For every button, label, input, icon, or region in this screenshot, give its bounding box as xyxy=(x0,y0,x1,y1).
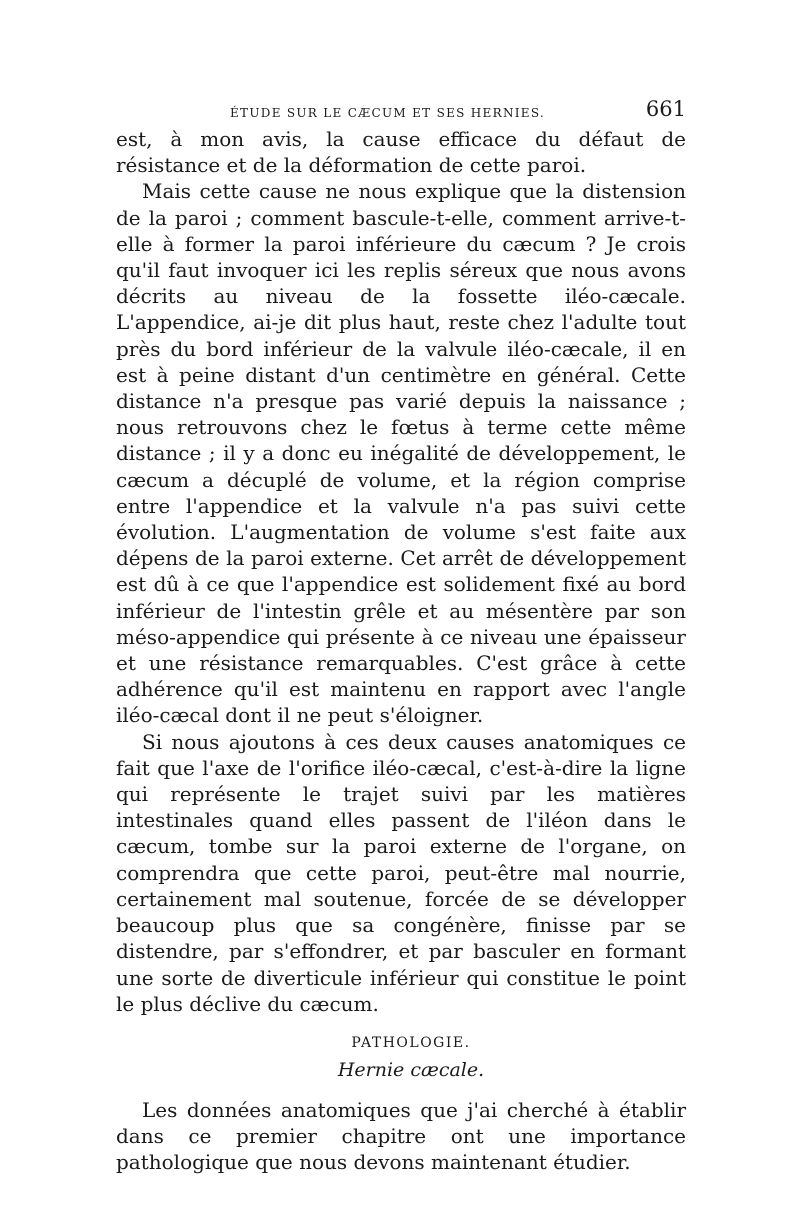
paragraph: Si nous ajoutons à ces deux causes anatomiques ce fait que l'axe de l'orifice iléo-cæcal, c'est-à-dire la ligne qui représente le trajet suivi par les matières intestinales quand elles passent de l'iléon dans le cæcum, tombe sur la paroi externe de l'organe, on comprendra que cette paroi, peut-être mal nourrie, certainement mal soutenue, forcée de se développer beaucoup plus que sa congénère, finisse par se distendre, par s'effondrer, et par basculer en formant une sorte de diverticule inférieur qui constitue le point le plus déclive du cæcum. xyxy=(116,729,686,1016)
running-title: ÉTUDE SUR LE CÆCUM ET SES HERNIES. xyxy=(230,106,546,120)
subsection-heading: Hernie cæcale. xyxy=(337,1058,485,1081)
section-heading: PATHOLOGIE. xyxy=(351,1034,471,1051)
paragraph-continuation: est, à mon avis, la cause efficace du défaut de résistance et de la déformation de cette paroi. xyxy=(116,127,686,178)
body-text xyxy=(116,126,686,1017)
page-header xyxy=(116,92,686,126)
page-number: 661 xyxy=(645,97,686,121)
paragraph: Mais cette cause ne nous explique que la distension de la paroi ; comment bascule-t-elle, comment arrive-t-elle à former la paroi inférieure du cæcum ? Je crois qu'il faut invoquer ici les replis séreux que nous avons décrits au niveau de la fossette iléo-cæcale. L'appendice, ai-je dit plus haut, reste chez l'adulte tout près du bord inférieur de la valvule iléo-cæcale, il en est à peine distant d'un centimètre en général. Cette distance n'a presque pas varié depuis la naissance ; nous retrouvons chez le fœtus à terme cette même distance ; il y a donc eu inégalité de développement, le cæcum a décuplé de volume, et la région comprise entre l'appendice et la valvule n'a pas suivi cette évolution. L'augmentation de volume s'est faite aux dépens de la paroi externe. Cet arrêt de développement est dû à ce que l'appendice est solidement fixé au bord inférieur de l'intestin grêle et au mésentère par son méso-appendice qui présente à ce niveau une épaisseur et une résistance remarquables. C'est grâce à cette adhérence qu'il est maintenu en rapport avec l'angle iléo-cæcal dont il ne peut s'éloigner. xyxy=(116,179,686,728)
book-page xyxy=(116,92,686,1175)
closing-paragraph: Les données anatomiques que j'ai cherché à établir dans ce premier chapitre ont une importance pathologique que nous devons maintenant étudier. xyxy=(116,1097,686,1175)
